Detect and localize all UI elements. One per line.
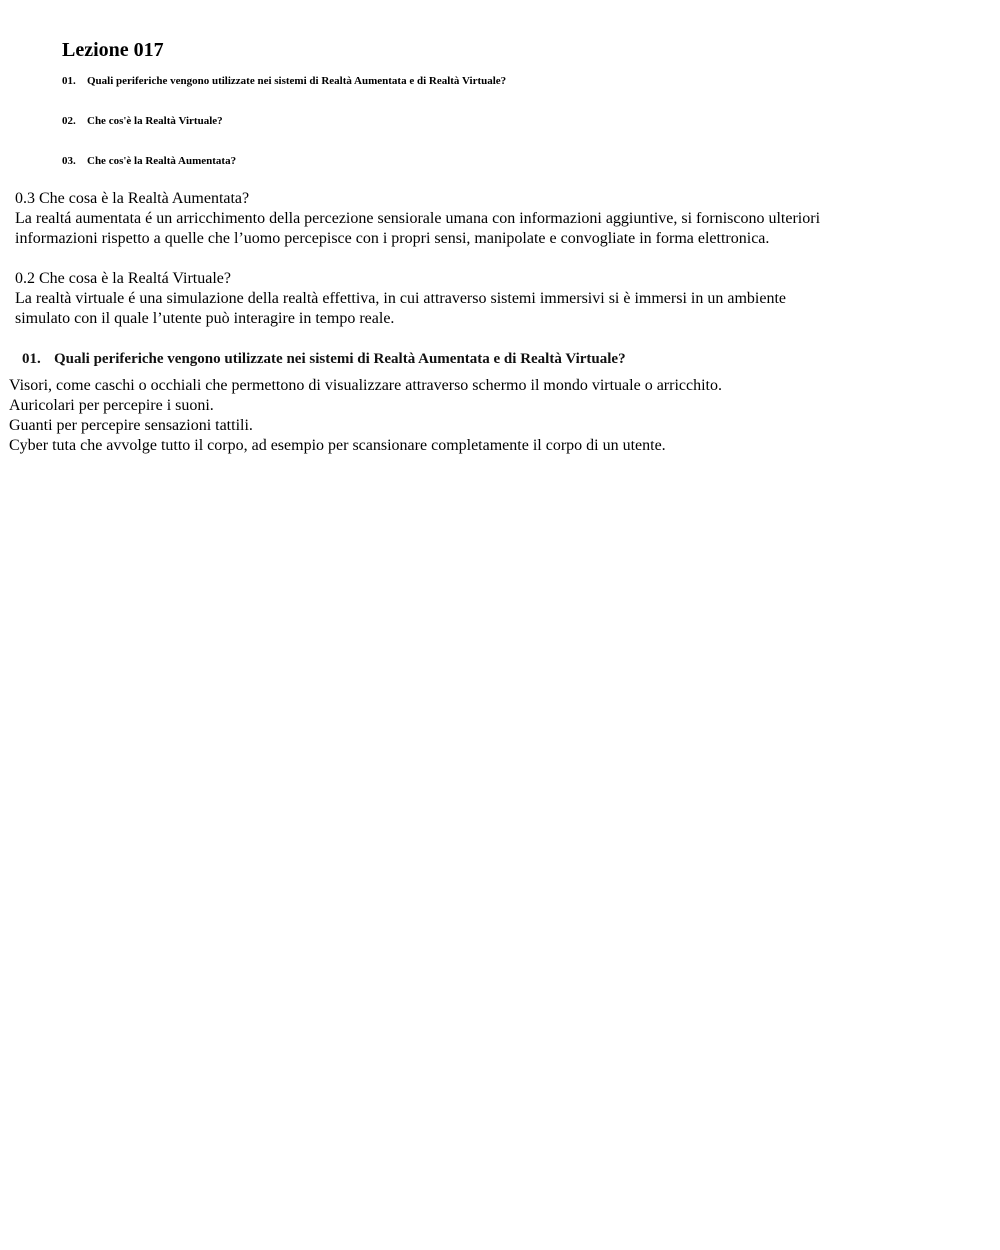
device-item-headphones: Auricolari per percepire i suoni. (9, 397, 214, 414)
answer-line: simulato con il quale l’utente può interagire in tempo reale. (15, 310, 395, 327)
question-item-01 (62, 74, 506, 88)
answer-devices-question (22, 349, 626, 369)
answer-line: La realtà virtuale é una simulazione della realtà effettiva, in cui attraverso sistemi immersivi si è immersi in un ambiente (15, 290, 786, 307)
question-number: 02. (62, 115, 76, 127)
question-text: Quali periferiche vengono utilizzate nei sistemi di Realtà Aumentata e di Realtà Virtuale? (87, 75, 507, 87)
question-item-03 (62, 154, 236, 168)
device-item-gloves: Guanti per percepire sensazioni tattili. (9, 417, 253, 434)
answer-heading: 0.2 Che cosa è la Realtá Virtuale? (15, 270, 231, 287)
device-item-cyber-suit: Cyber tuta che avvolge tutto il corpo, ad esempio per scansionare completamente il corpo di un utente. (9, 437, 666, 454)
answer-line: informazioni rispetto a quelle che l’uomo percepisce con i propri sensi, manipolate e convogliate in forma elettronica. (15, 230, 770, 247)
answer-line: La realtá aumentata é un arricchimento della percezione sensiorale umana con informazioni aggiuntive, si forniscono ulteriori (15, 210, 821, 227)
answer-augmented-reality (15, 189, 975, 249)
answer-virtual-reality (15, 269, 975, 329)
answer-heading: 0.3 Che cosa è la Realtà Aumentata? (15, 190, 250, 207)
question-text: Che cos'è la Realtà Aumentata? (87, 155, 237, 167)
device-list (9, 376, 979, 456)
question-text: Che cos'è la Realtà Virtuale? (87, 115, 223, 127)
question-item-02 (62, 114, 223, 128)
question-number: 03. (62, 155, 76, 167)
question-text: Quali periferiche vengono utilizzate nei sistemi di Realtà Aumentata e di Realtà Virtuale? (54, 351, 626, 367)
question-number: 01. (62, 75, 76, 87)
question-number: 01. (22, 351, 41, 367)
page-title: Lezione 017 (62, 39, 164, 61)
device-item-visors: Visori, come caschi o occhiali che permettono di visualizzare attraverso schermo il mondo virtuale o arricchito. (9, 377, 722, 394)
